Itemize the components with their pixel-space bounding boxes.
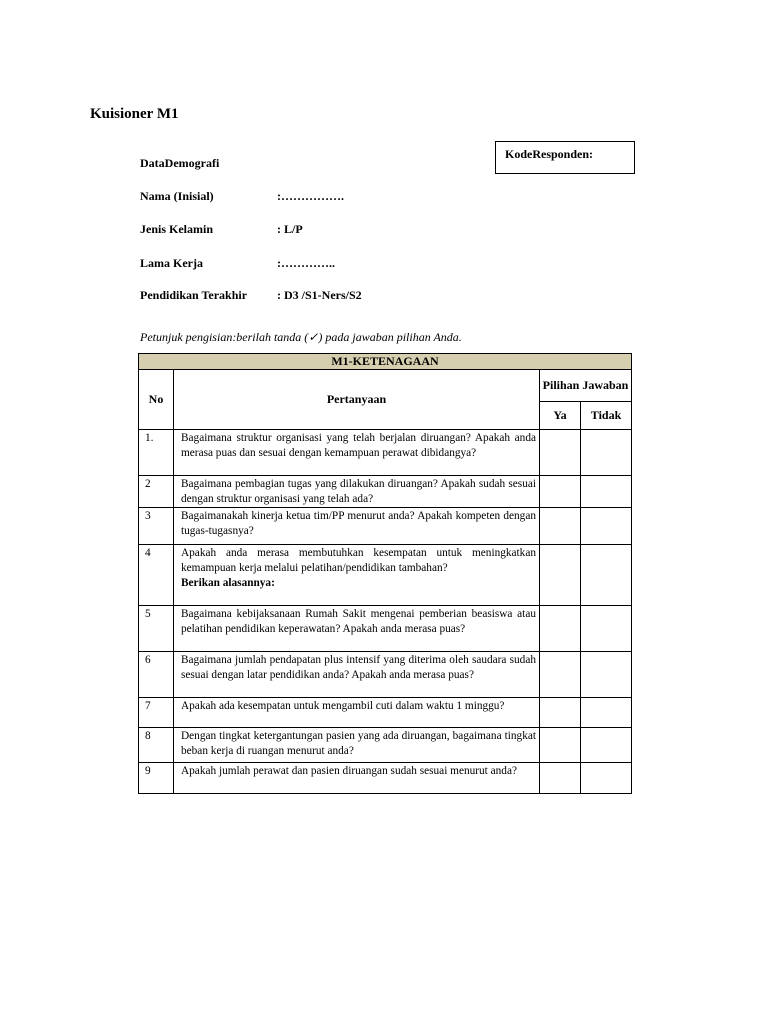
- row-question: Bagaimanakah kinerja ketua tim/PP menurut anda? Apakah kompeten dengan tugas-tugasnya?: [174, 508, 540, 545]
- demo-value-work-length[interactable]: :…………..: [277, 256, 335, 270]
- column-header-question: Pertanyaan: [174, 370, 540, 430]
- demo-label-name: Nama (Inisial): [140, 189, 214, 203]
- answer-yes-cell[interactable]: [540, 545, 581, 606]
- row-question: Bagaimana pembagian tugas yang dilakukan diruangan? Apakah sudah sesuai dengan struktur organisasi yang telah ada?: [174, 476, 540, 508]
- page-title: Kuisioner M1: [90, 106, 179, 122]
- demo-value-gender[interactable]: : L/P: [277, 222, 303, 236]
- row-number: 4: [139, 545, 174, 606]
- answer-yes-cell[interactable]: [540, 430, 581, 476]
- table-row: [139, 545, 632, 606]
- column-header-yes: Ya: [540, 402, 581, 430]
- table-row: [139, 508, 632, 545]
- answer-yes-cell[interactable]: [540, 476, 581, 508]
- row-question: Bagaimana struktur organisasi yang telah berjalan diruangan? Apakah anda merasa puas dan sesuai dengan kemampuan perawat dibidangya?: [174, 430, 540, 476]
- answer-yes-cell[interactable]: [540, 652, 581, 698]
- section-heading: DataDemografi: [140, 156, 220, 170]
- answer-yes-cell[interactable]: [540, 606, 581, 652]
- answer-no-cell[interactable]: [581, 698, 632, 728]
- row-question-text: Apakah anda merasa membutuhkan kesempatan untuk meningkatkan kemampuan kerja melalui pelatihan/pendidikan tambahan?: [181, 547, 536, 574]
- row-number: 7: [139, 698, 174, 728]
- questionnaire-table: [138, 353, 632, 794]
- answer-no-cell[interactable]: [581, 728, 632, 763]
- answer-no-cell[interactable]: [581, 430, 632, 476]
- respondent-code-label: KodeResponden:: [505, 147, 594, 161]
- row-number: 2: [139, 476, 174, 508]
- demo-label-gender: Jenis Kelamin: [140, 222, 214, 236]
- column-header-no: No: [139, 370, 174, 430]
- row-question: Apakah jumlah perawat dan pasien diruangan sudah sesuai menurut anda?: [174, 763, 540, 794]
- answer-yes-cell[interactable]: [540, 763, 581, 794]
- row-number: 6: [139, 652, 174, 698]
- answer-no-cell[interactable]: [581, 545, 632, 606]
- demo-label-work-length: Lama Kerja: [140, 256, 203, 270]
- answer-no-cell[interactable]: [581, 476, 632, 508]
- answer-no-cell[interactable]: [581, 606, 632, 652]
- table-title: M1-KETENAGAAN: [139, 354, 632, 370]
- table-row: [139, 476, 632, 508]
- table-row: [139, 763, 632, 794]
- row-number: 5: [139, 606, 174, 652]
- demo-label-education: Pendidikan Terakhir: [140, 288, 248, 302]
- row-number: 3: [139, 508, 174, 545]
- instruction-text: Petunjuk pengisian:berilah tanda (✓) pada jawaban pilihan Anda.: [140, 330, 462, 344]
- answer-no-cell[interactable]: [581, 508, 632, 545]
- row-number: 9: [139, 763, 174, 794]
- row-number: 1.: [139, 430, 174, 476]
- table-row: [139, 652, 632, 698]
- row-question: Bagaimana jumlah pendapatan plus intensif yang diterima oleh saudara sudah sesuai dengan latar pendidikan anda? Apakah anda merasa puas?: [174, 652, 540, 698]
- answer-yes-cell[interactable]: [540, 508, 581, 545]
- row-question: Apakah ada kesempatan untuk mengambil cuti dalam waktu 1 minggu?: [174, 698, 540, 728]
- answer-yes-cell[interactable]: [540, 728, 581, 763]
- column-header-tidak: Tidak: [581, 402, 632, 430]
- row-question: [174, 545, 540, 606]
- row-number: 8: [139, 728, 174, 763]
- row-question: Dengan tingkat ketergantungan pasien yang ada diruangan, bagaimana tingkat beban kerja di ruangan menurut anda?: [174, 728, 540, 763]
- row-question: Bagaimana kebijaksanaan Rumah Sakit mengenai pemberian beasiswa atau pelatihan pendidikan keperawatan? Apakah anda merasa puas?: [174, 606, 540, 652]
- column-header-choice: Pilihan Jawaban: [540, 370, 632, 402]
- demo-value-education[interactable]: : D3 /S1-Ners/S2: [277, 288, 362, 302]
- table-row: [139, 728, 632, 763]
- answer-yes-cell[interactable]: [540, 698, 581, 728]
- answer-no-cell[interactable]: [581, 652, 632, 698]
- table-row: [139, 606, 632, 652]
- demo-value-name[interactable]: :…………….: [277, 189, 344, 203]
- table-row: [139, 430, 632, 476]
- respondent-code-box[interactable]: [495, 141, 635, 174]
- table-row: [139, 698, 632, 728]
- answer-no-cell[interactable]: [581, 763, 632, 794]
- row-question-reason-prompt: Berikan alasannya:: [181, 577, 275, 589]
